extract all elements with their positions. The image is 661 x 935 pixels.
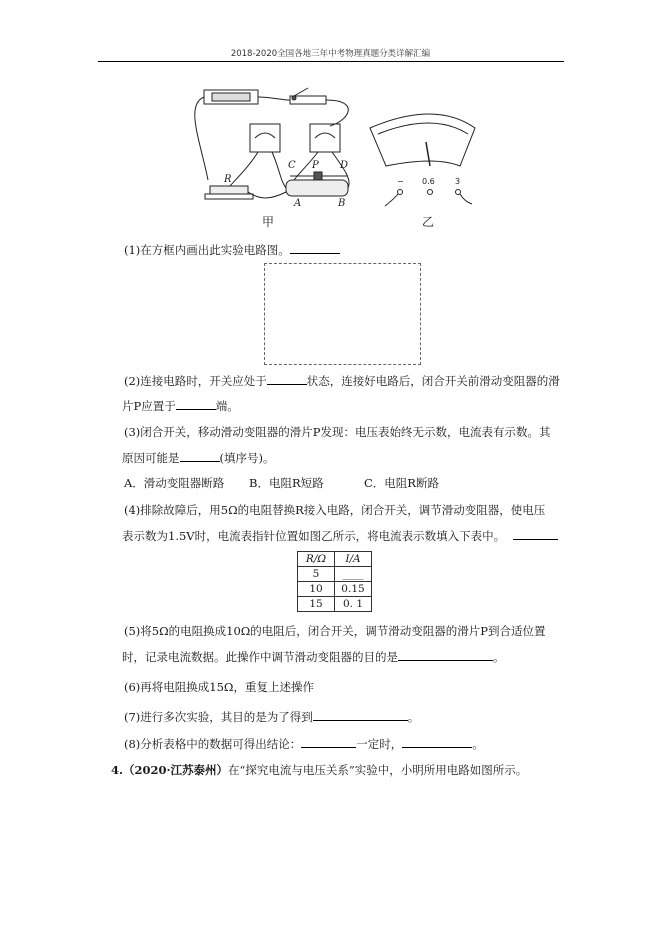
blank-8b[interactable] [402,736,472,748]
blank-2b[interactable] [176,398,216,410]
table-row [298,597,372,612]
q2-text-a: (2)连接电路时，开关应处于 [124,374,267,388]
question-2-line2 [122,398,239,414]
blank-1[interactable] [290,242,340,254]
table-header-r: R/Ω [298,552,335,567]
q9-text: 在“探究电流与电压关系”实验中，小明所用电路如图所示。 [228,763,528,777]
label-B: B [338,198,346,209]
question-4-line2 [122,528,558,544]
page-header: 2018-2020全国各地三年中考物理真题分类详解汇编 [230,49,431,59]
question-7 [124,709,419,725]
q3-text-a: (3)闭合开关，移动滑动变阻器的滑片P发现：电压表始终无示数，电流表有示数。其 [124,425,551,439]
table-cell: 15 [298,597,335,612]
header-rule [98,61,564,62]
blank-4[interactable] [513,528,558,540]
blank-2a[interactable] [267,373,307,385]
terminal-minus: − [397,177,404,186]
blank-7[interactable] [313,709,408,721]
question-6 [124,679,314,695]
figure-label-jia: 甲 [262,215,275,229]
option-b: B．电阻R短路 [249,476,324,490]
q2-text-c: 片P应置于 [122,399,176,413]
question-1 [124,242,340,258]
q5-text-c: 。 [493,650,505,664]
label-P: P [312,160,319,171]
q3-text-c: (填序号)。 [219,451,275,465]
figure-label-yi: 乙 [422,215,435,229]
table-cell: 0. 1 [335,597,372,612]
question-9 [111,762,527,778]
question-3-line2 [122,450,274,466]
table-cell: 0.15 [335,582,372,597]
table-cell: 5 [298,567,335,582]
terminal-3: 3 [455,177,461,186]
label-D: D [340,160,349,171]
circuit-figure [190,80,480,230]
terminal-06: 0.6 [422,177,435,186]
q8-text-b: 一定时， [356,737,403,751]
question-3-line1 [124,424,551,440]
label-A: A [294,198,302,209]
q7-text-a: (7)进行多次实验，其目的是为了得到 [124,710,313,724]
circuit-drawing-box[interactable] [264,263,421,365]
q3-text-b: 原因可能是 [122,451,180,465]
data-table [297,551,372,612]
option-c: C．电阻R断路 [364,476,439,490]
q7-text-b: 。 [407,710,420,724]
question-5-line1 [124,623,546,639]
q5-text-a: (5)将5Ω的电阻换成10Ω的电阻后，闭合开关，调节滑动变阻器的滑片P到合适位置 [124,624,546,638]
label-R: R [224,174,232,185]
q5-text-b: 时，记录电流数据。此操作中调节滑动变阻器的目的是 [122,650,398,664]
table-row [298,567,372,582]
q8-text-a: (8)分析表格中的数据可得出结论： [124,737,302,751]
blank-3[interactable] [180,450,220,462]
q4-text-b: 表示数为1.5V时，电流表指针位置如图乙所示，将电流表示数填入下表中。 [122,529,506,543]
question-4-line1 [124,502,545,518]
q9-source: 4.（2020·江苏泰州） [111,763,229,777]
label-C: C [288,160,296,171]
table-cell-answer[interactable]: ____ [335,567,372,582]
q2-text-d: 端。 [215,399,239,413]
q8-text-c: 。 [472,737,484,751]
q4-text-a: (4)排除故障后，用5Ω的电阻替换R接入电路，闭合开关，调节滑动变阻器，使电压 [124,503,546,517]
blank-8a[interactable] [301,736,356,748]
question-8 [124,736,484,752]
table-header-row [298,552,372,567]
question-3-options [124,475,439,491]
table-cell: 10 [298,582,335,597]
q6-text: (6)再将电阻换成15Ω，重复上述操作 [124,680,314,694]
table-header-i: I/A [335,552,372,567]
q2-text-b: 状态，连接好电路后，闭合开关前滑动变阻器的滑 [306,374,560,388]
question-2-line1 [124,373,560,389]
question-1-text: (1)在方框内画出此实验电路图。 [124,243,290,257]
question-5-line2 [122,649,505,665]
blank-5[interactable] [398,649,493,661]
table-row [298,582,372,597]
option-a: A．滑动变阻器断路 [124,476,225,490]
